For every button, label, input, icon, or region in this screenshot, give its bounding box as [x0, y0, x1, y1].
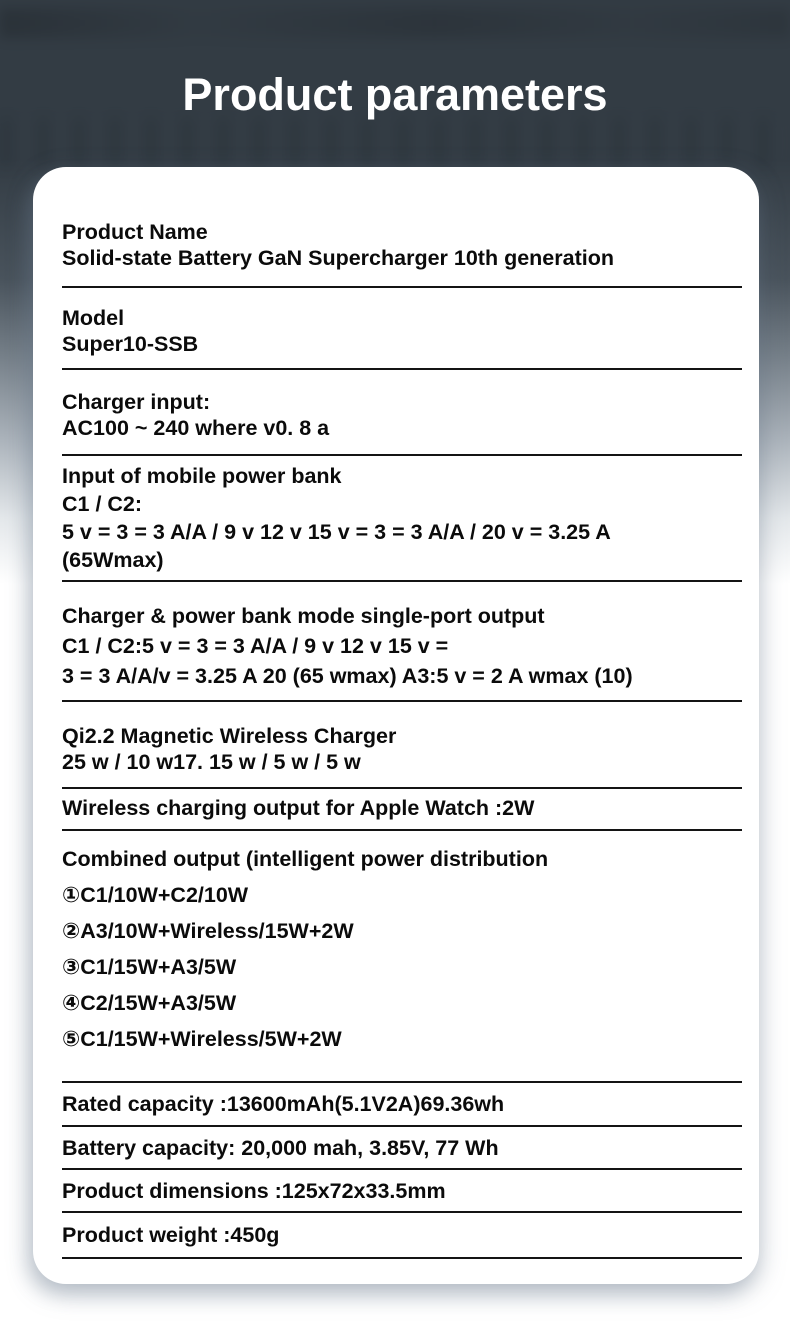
spec-line: ⑤C1/15W+Wireless/5W+2W: [62, 1027, 342, 1051]
spec-row-product-weight: [62, 1213, 742, 1259]
spec-row-product-dimensions: [62, 1170, 742, 1213]
spec-line: Model: [62, 306, 125, 330]
spec-line: 5 v = 3 = 3 A/A / 9 v 12 v 15 v = 3 = 3 A/A / 20 v = 3.25 A: [62, 520, 611, 544]
spec-line: Solid-state Battery GaN Supercharger 10th generation: [62, 246, 614, 270]
spec-line: ④C2/15W+A3/5W: [62, 991, 237, 1015]
spec-line: ②A3/10W+Wireless/15W+2W: [62, 919, 354, 943]
spec-row-model: [62, 288, 742, 370]
spec-line: Battery capacity: 20,000 mah, 3.85V, 77 Wh: [62, 1136, 499, 1160]
spec-line: ①C1/10W+C2/10W: [62, 883, 249, 907]
spec-line: ③C1/15W+A3/5W: [62, 955, 237, 979]
spec-line: Rated capacity :13600mAh(5.1V2A)69.36wh: [62, 1092, 505, 1116]
spec-line: Input of mobile power bank: [62, 464, 342, 488]
spec-line: Charger input:: [62, 390, 211, 414]
spec-row-power-bank-input: [62, 456, 742, 582]
spec-row-rated-capacity: [62, 1083, 742, 1127]
spec-line: Product Name: [62, 220, 208, 244]
spec-row-product-name: [62, 167, 742, 288]
spec-row-battery-capacity: [62, 1127, 742, 1170]
spec-line: Wireless charging output for Apple Watch :2W: [62, 796, 535, 820]
spec-line: (65Wmax): [62, 548, 164, 572]
spec-row-combined-output: [62, 831, 742, 1083]
spec-row-single-port-output: [62, 582, 742, 702]
spec-line: AC100 ~ 240 where v0. 8 a: [62, 416, 330, 440]
spec-line: 25 w / 10 w17. 15 w / 5 w / 5 w: [62, 750, 361, 774]
spec-row-wireless-charger: [62, 702, 742, 789]
spec-line: Combined output (intelligent power distribution: [62, 847, 549, 871]
spec-row-charger-input: [62, 370, 742, 456]
spec-line: C1 / C2:: [62, 492, 143, 516]
spec-line: C1 / C2:5 v = 3 = 3 A/A / 9 v 12 v 15 v =: [62, 634, 449, 658]
spec-line: Product dimensions :125x72x33.5mm: [62, 1179, 446, 1203]
spec-line: Qi2.2 Magnetic Wireless Charger: [62, 724, 397, 748]
page-title: Product parameters: [182, 69, 608, 120]
spec-row-apple-watch-output: [62, 789, 742, 831]
spec-line: Charger & power bank mode single-port output: [62, 604, 545, 628]
spec-card: [33, 167, 759, 1284]
spec-line: 3 = 3 A/A/v = 3.25 A 20 (65 wmax) A3:5 v = 2 A wmax (10): [62, 664, 633, 688]
spec-line: Super10-SSB: [62, 332, 199, 356]
spec-line: Product weight :450g: [62, 1223, 280, 1247]
spec-list: [33, 167, 759, 1259]
header-texture-band: [0, 8, 790, 38]
